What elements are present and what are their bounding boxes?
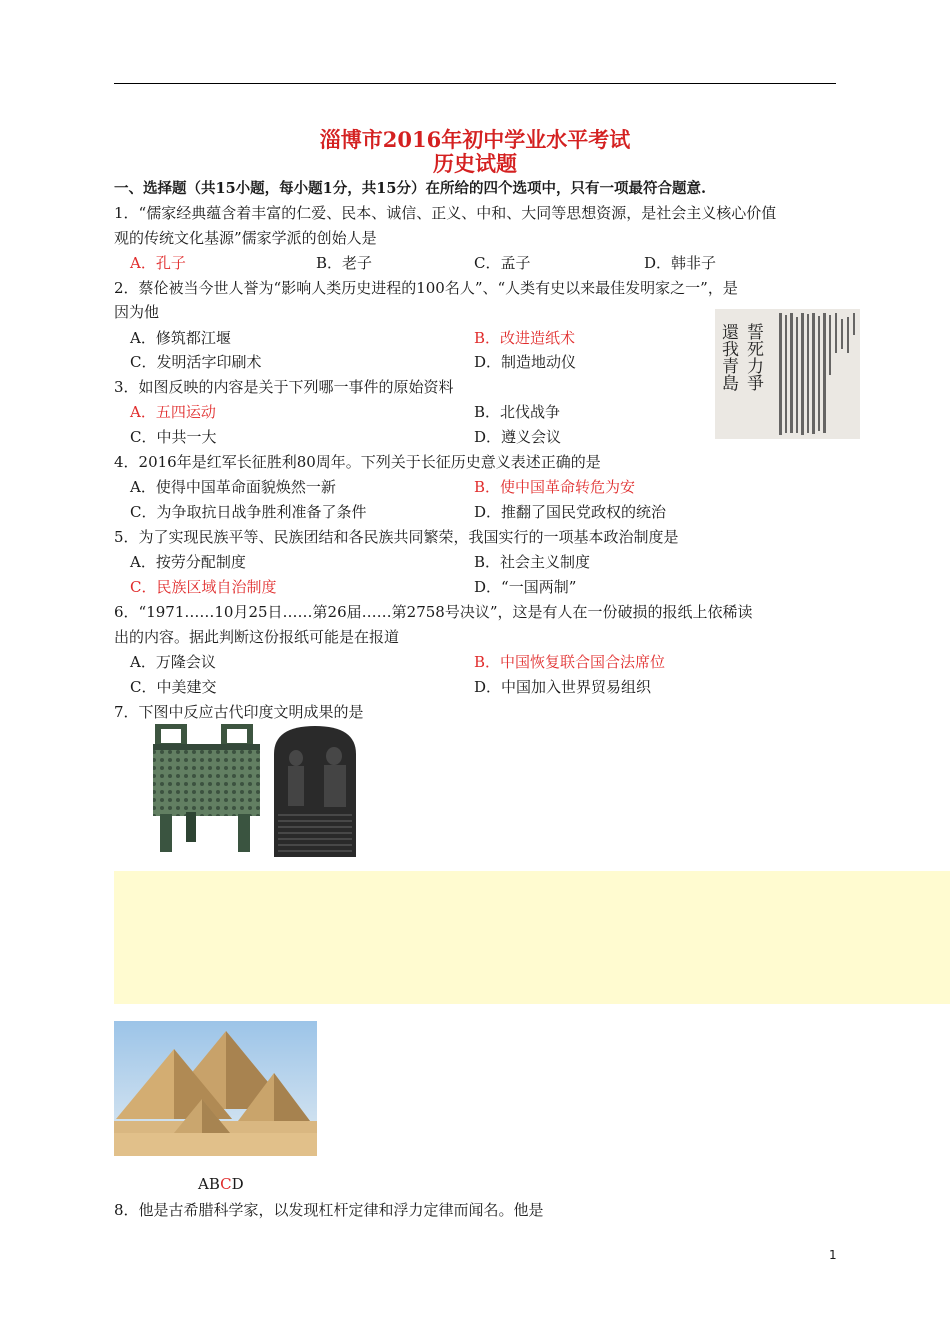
q1-option-c: C．孟子 [474, 254, 531, 272]
q5-option-a: A．按劳分配制度 [130, 553, 246, 571]
section-heading: 一、选择题（共15小题，每小题1分，共15分）在所给的四个选项中，只有一项最符合题意. [114, 180, 706, 197]
question-2-stem-cont: 因为他 [114, 303, 160, 321]
q1-option-d: D．韩非子 [644, 254, 717, 272]
page-number: 1 [829, 1248, 837, 1262]
question-1-stem: 1．“儒家经典蕴含着丰富的仁爱、民本、诚信、正义、中和、大同等思想资源，是社会主义核心价值 [114, 204, 777, 222]
question-2-stem: 2．蔡伦被当今世人誉为“影响人类历史进程的100名人”、“人类有史以来最佳发明家之一”，是 [114, 279, 738, 297]
question-6-stem: 6．“1971……10月25日……第26届……第2758号决议”，这是有人在一份破损的报纸上依稀读 [114, 603, 753, 621]
exam-subtitle: 历史试题 [433, 151, 517, 176]
q5-option-c: C．民族区域自治制度 [130, 578, 277, 596]
question-8-stem: 8．他是古希腊科学家，以发现杠杆定律和浮力定律而闻名。他是 [114, 1201, 544, 1219]
q4-option-a: A．使得中国革命面貌焕然一新 [130, 478, 336, 496]
clipping-headline-2: 還我青島 [718, 323, 738, 391]
question-4-stem: 4．2016年是红军长征胜利80周年。下列关于长征历史意义表述正确的是 [114, 453, 601, 471]
q4-option-b: B．使中国革命转危为安 [474, 478, 636, 496]
q3-option-c: C．中共一大 [130, 428, 217, 446]
question-6-stem-cont: 出的内容。据此判断这份报纸可能是在报道 [114, 628, 400, 646]
header-rule [114, 83, 836, 84]
q4-option-d: D．推翻了国民党政权的统治 [474, 503, 667, 521]
q6-option-c: C．中美建交 [130, 678, 217, 696]
q6-option-b: B．中国恢复联合国合法席位 [474, 653, 666, 671]
q2-option-c: C．发明活字印刷术 [130, 353, 262, 371]
highlight-banner [114, 871, 950, 1004]
q2-option-b: B．改进造纸术 [474, 329, 576, 347]
bronze-ding-image [150, 724, 263, 856]
q2-option-d: D．制造地动仪 [474, 353, 577, 371]
q2-option-a: A．修筑都江堰 [130, 329, 231, 347]
exam-title: 淄博市2016年初中学业水平考试 [319, 127, 631, 152]
clipping-headline-1: 誓死力爭 [743, 323, 763, 391]
q1-option-b: B．老子 [316, 254, 373, 272]
q3-option-b: B．北伐战争 [474, 403, 561, 421]
question-7-stem: 7．下图中反应古代印度文明成果的是 [114, 703, 364, 721]
q7-options-ab: AB [198, 1175, 221, 1193]
q5-option-b: B．社会主义制度 [474, 553, 591, 571]
newspaper-clipping-image [715, 309, 860, 439]
question-1-stem-cont: 观的传统文化基源”儒家学派的创始人是 [114, 229, 377, 247]
q6-option-a: A．万隆会议 [130, 653, 216, 671]
q1-option-a: A．孔子 [130, 254, 186, 272]
q6-option-d: D．中国加入世界贸易组织 [474, 678, 652, 696]
q7-option-d: D [231, 1175, 244, 1193]
q4-option-c: C．为争取抗日战争胜利准备了条件 [130, 503, 367, 521]
q3-option-d: D．遵义会议 [474, 428, 562, 446]
q7-options [198, 1175, 244, 1193]
question-5-stem: 5．为了实现民族平等、民族团结和各民族共同繁荣，我国实行的一项基本政治制度是 [114, 528, 679, 546]
pyramids-image [114, 1021, 317, 1156]
q5-option-d: D．“一国两制” [474, 578, 577, 596]
question-3-stem: 3．如图反映的内容是关于下列哪一事件的原始资料 [114, 378, 454, 396]
code-stele-image [268, 724, 362, 857]
q7-option-c-answer: C [220, 1175, 232, 1193]
q3-option-a: A．五四运动 [130, 403, 216, 421]
